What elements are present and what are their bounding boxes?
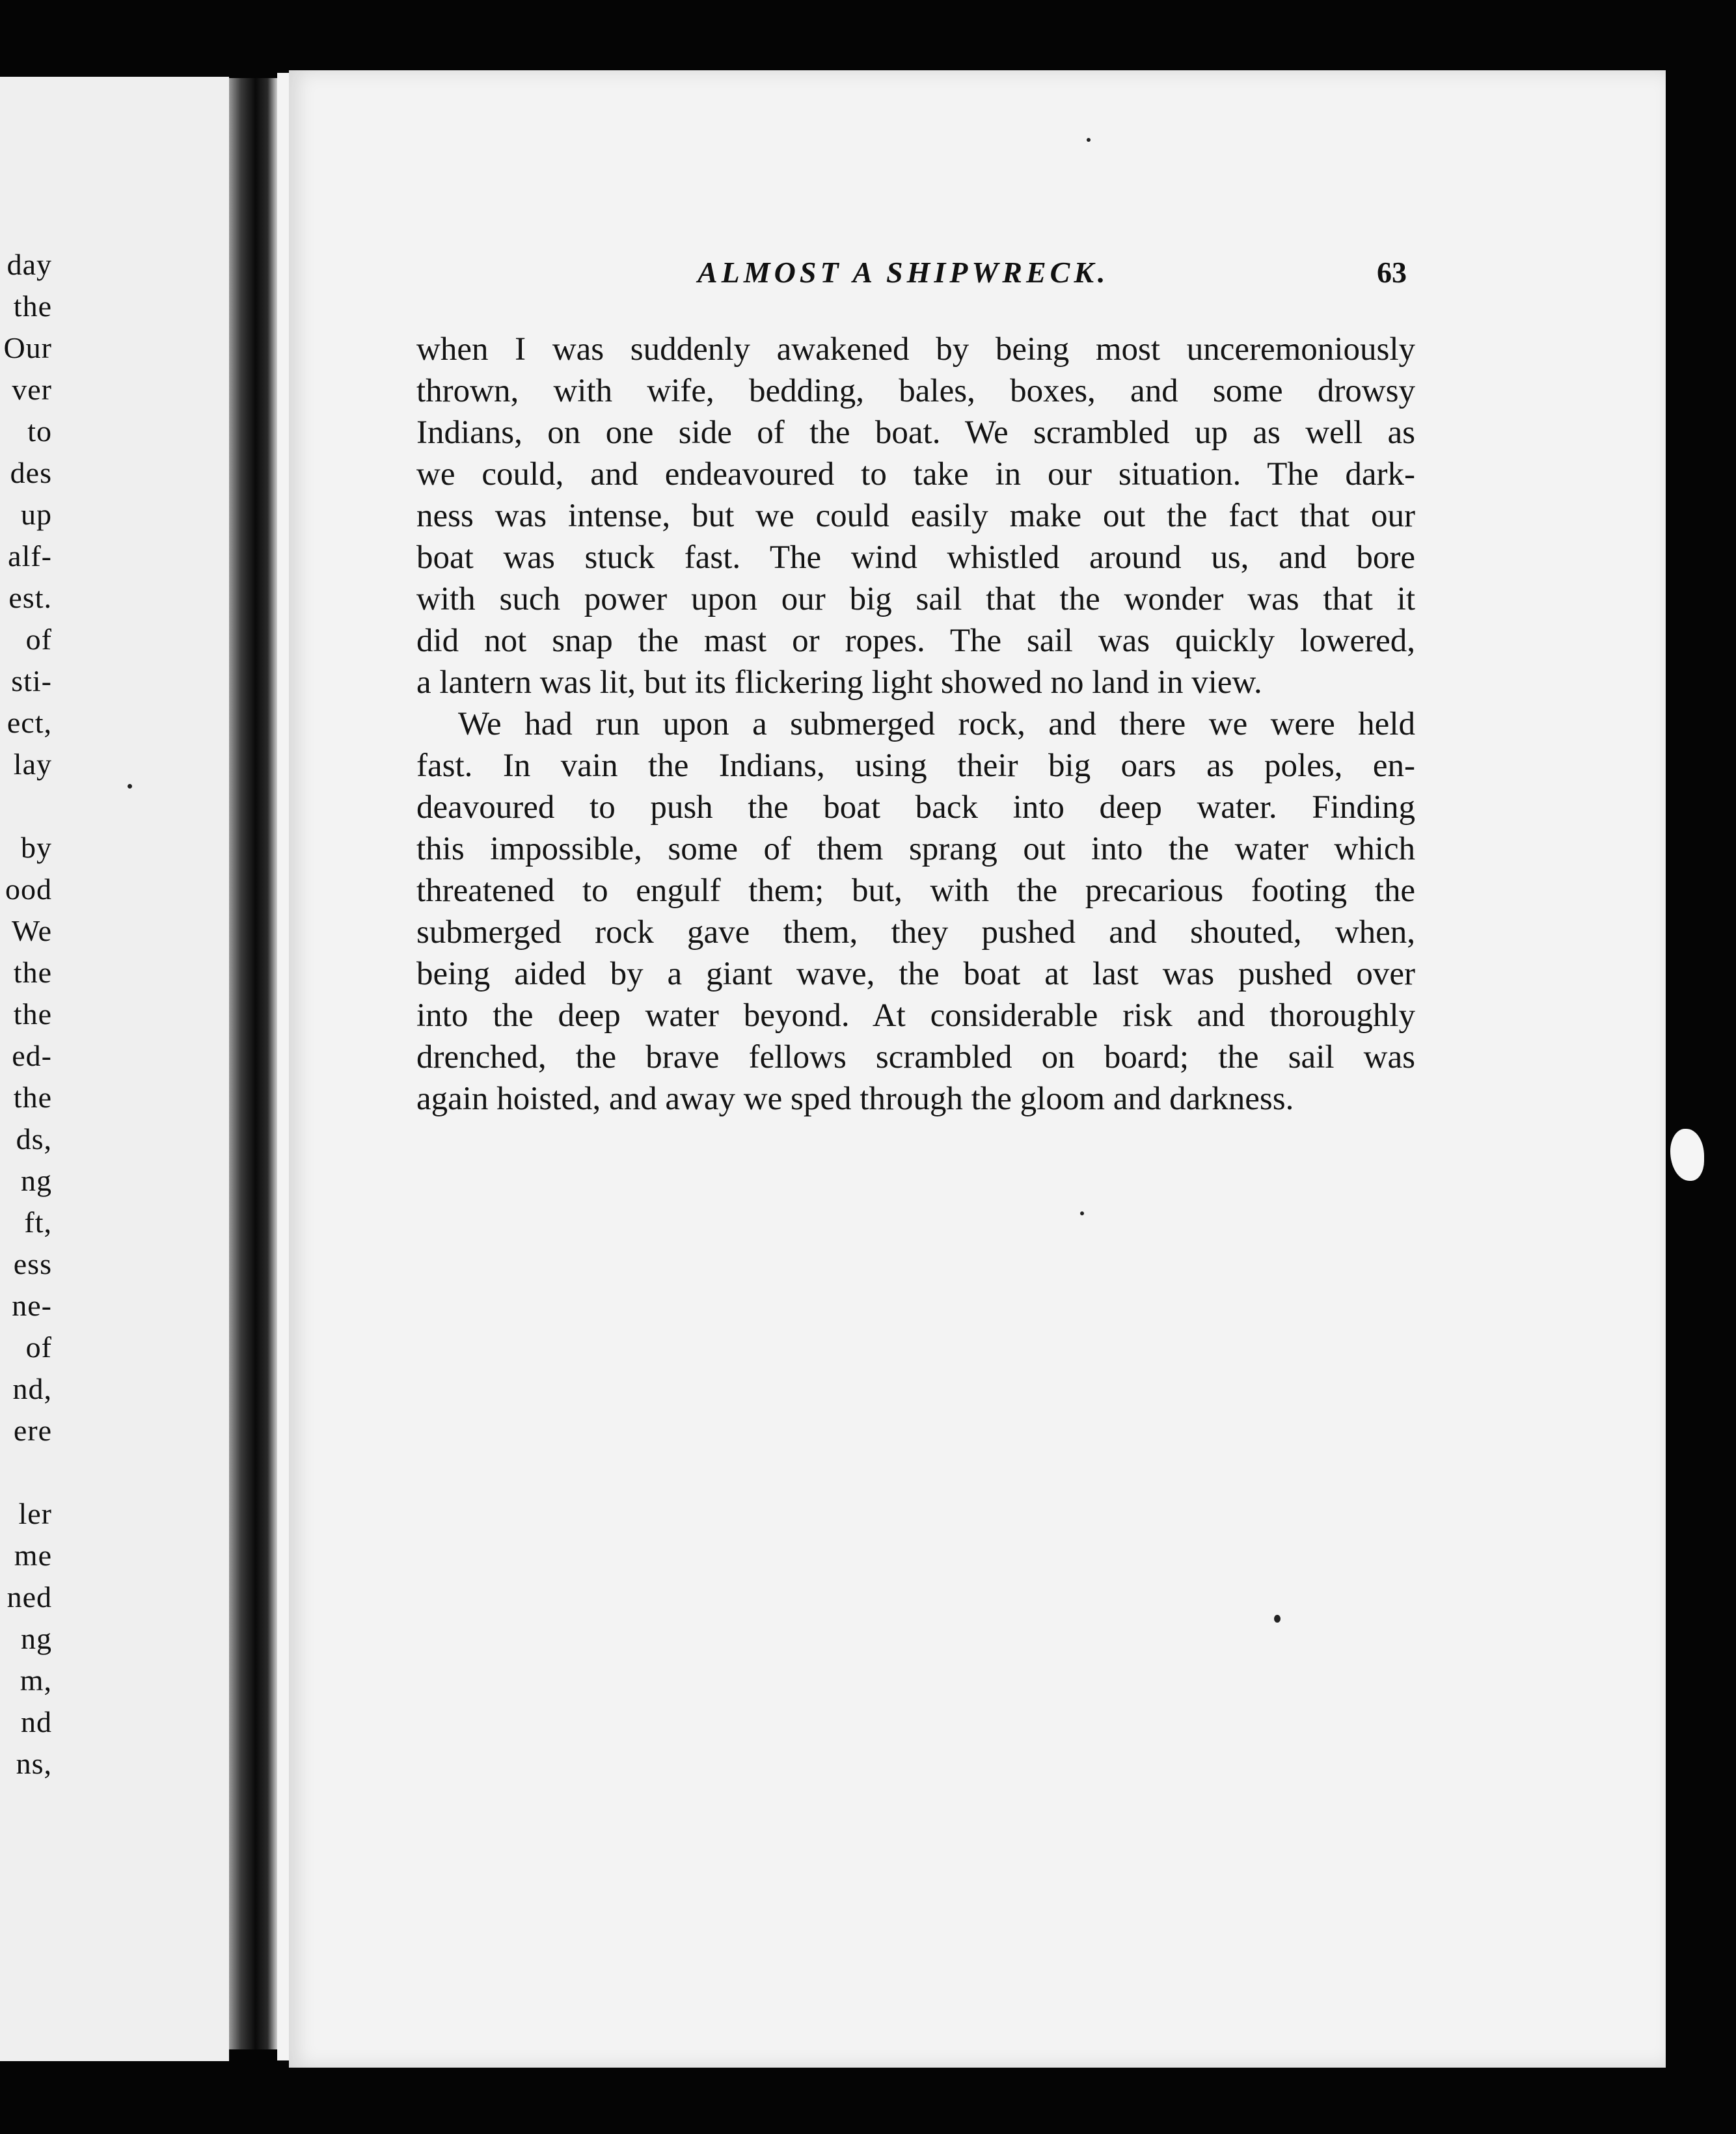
- left-page-text-fragment: ned: [7, 1580, 52, 1614]
- left-page-text-fragment: of: [25, 1330, 52, 1364]
- left-page-text-fragment: sti-: [11, 664, 52, 697]
- book-gutter-shadow: [229, 78, 277, 2049]
- left-page-text-fragment: of: [25, 623, 52, 656]
- body-text-line: with such power upon our big sail that the wonder was that it: [416, 581, 1415, 617]
- left-page-text-fragment: alf-: [8, 539, 52, 573]
- ink-speck: [1087, 138, 1091, 142]
- left-page-text-fragment: We: [11, 914, 52, 947]
- ink-speck: [1274, 1615, 1281, 1623]
- left-page-text-fragment: ft,: [24, 1206, 52, 1239]
- left-page-text-fragment: ng: [21, 1622, 52, 1655]
- body-text-line: submerged rock gave them, they pushed and shouted, when,: [416, 914, 1415, 951]
- body-text-line: when I was suddenly awakened by being most unceremoniously: [416, 331, 1415, 368]
- left-page-text-fragment: ood: [5, 872, 52, 906]
- body-text-line: boat was stuck fast. The wind whistled around us, and bore: [416, 539, 1415, 576]
- body-text: [416, 329, 1415, 1120]
- body-text-line: fast. In vain the Indians, using their big oars as poles, en-: [416, 748, 1415, 784]
- body-text-line: did not snap the mast or ropes. The sail was quickly lowered,: [416, 623, 1415, 659]
- page-edge: [277, 73, 289, 2060]
- body-text-line: threatened to engulf them; but, with the precarious footing the: [416, 872, 1415, 909]
- page-number: 63: [1377, 256, 1407, 289]
- left-page-text-fragment: ns,: [16, 1747, 52, 1780]
- left-page-text-fragment: to: [27, 414, 52, 448]
- left-page-text-fragment: day: [7, 248, 52, 281]
- left-page-text-fragment: ver: [12, 373, 52, 406]
- left-page-text-fragment: nd,: [12, 1372, 52, 1405]
- left-page-text-fragment: Our: [3, 331, 52, 364]
- left-facing-page: [0, 77, 229, 2061]
- running-head: ALMOST A SHIPWRECK.: [698, 256, 1109, 289]
- body-text-line: deavoured to push the boat back into deep water. Finding: [416, 789, 1415, 826]
- ink-speck: [1080, 1211, 1084, 1215]
- left-page-text-fragment: ed-: [12, 1039, 52, 1072]
- left-page-text-fragment: ne-: [12, 1289, 52, 1322]
- left-page-text-fragment: up: [21, 498, 52, 531]
- left-page-text-fragment: ect,: [7, 706, 52, 739]
- left-page-text-fragment: ess: [13, 1247, 52, 1280]
- body-text-line: again hoisted, and away we sped through the gloom and darkness.: [416, 1081, 1294, 1117]
- left-page-text-fragment: ere: [13, 1414, 52, 1447]
- body-text-line: thrown, with wife, bedding, bales, boxes, and some drowsy: [416, 373, 1415, 409]
- body-text-line: drenched, the brave fellows scrambled on board; the sail was: [416, 1039, 1415, 1075]
- left-page-text-fragment: the: [13, 997, 52, 1031]
- left-page-text-fragment: m,: [20, 1664, 52, 1697]
- body-text-line: we could, and endeavoured to take in our situation. The dark-: [416, 456, 1415, 493]
- left-page-text-fragment: ds,: [16, 1122, 52, 1155]
- body-text-line: this impossible, some of them sprang out into the water which: [416, 831, 1415, 867]
- body-text-line: ness was intense, but we could easily make out the fact that our: [416, 498, 1415, 534]
- left-page-text-fragment: me: [14, 1539, 52, 1572]
- left-page-text-fragment: nd: [21, 1705, 52, 1738]
- left-page-text-fragment: lay: [13, 748, 52, 781]
- left-page-text-fragment: ler: [18, 1497, 52, 1530]
- body-text-line: being aided by a giant wave, the boat at last was pushed over: [416, 956, 1415, 992]
- left-page-text-fragment: ng: [21, 1164, 52, 1197]
- body-text-line: We had run upon a submerged rock, and there we were held: [458, 706, 1415, 742]
- left-page-text-fragment: des: [10, 456, 52, 489]
- ink-speck: [128, 784, 132, 789]
- paper-blot: [1670, 1129, 1704, 1181]
- left-page-text-fragment: est.: [8, 581, 52, 614]
- body-text-line: into the deep water beyond. At considerable risk and thoroughly: [416, 997, 1415, 1034]
- body-text-line: Indians, on one side of the boat. We scrambled up as well as: [416, 414, 1415, 451]
- left-page-text-fragment: the: [13, 1081, 52, 1114]
- left-page-text-fragment: by: [21, 831, 52, 864]
- body-text-line: a lantern was lit, but its flickering light showed no land in view.: [416, 664, 1262, 701]
- left-page-text-fragment: the: [13, 956, 52, 989]
- left-page-text-fragment: the: [13, 290, 52, 323]
